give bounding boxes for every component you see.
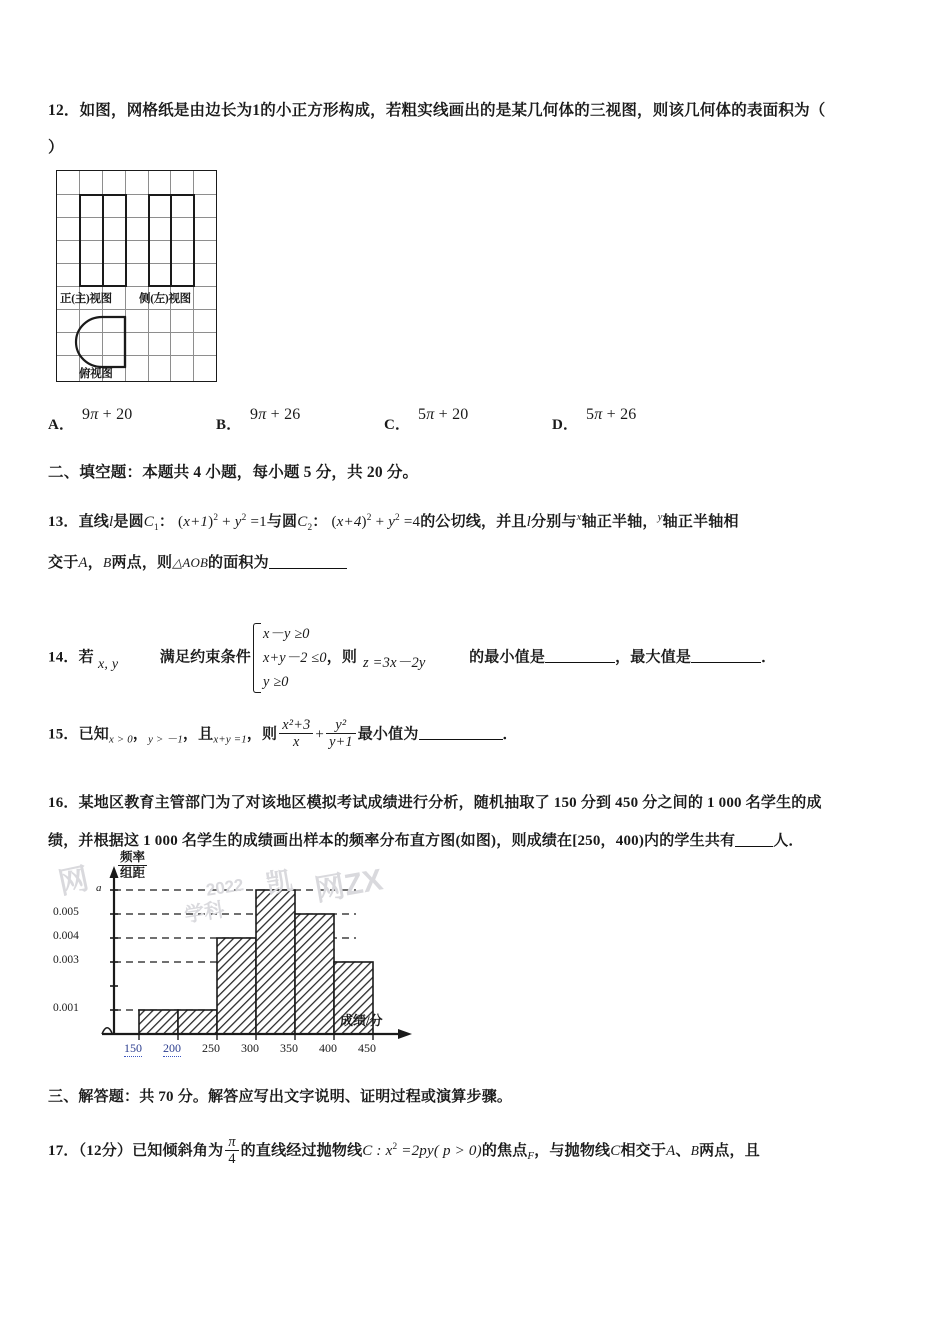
constraint-system <box>251 622 327 694</box>
circle-1-name: $C_1$ <box>143 514 159 533</box>
angle-fraction: $\frac{\pi}{4}$ <box>225 1134 238 1168</box>
option-d-key: D． <box>552 417 579 433</box>
option-c-key: C． <box>384 417 411 433</box>
ytick-label-0003: 0.003 <box>53 954 79 966</box>
question-12-text-cont <box>48 133 64 163</box>
answer-blank-13[interactable] <box>269 553 347 569</box>
answer-blank-15[interactable] <box>419 724 503 740</box>
point-b-17: B <box>690 1143 700 1158</box>
x-axis-label: 成绩/分 <box>340 1013 383 1028</box>
parabola-equation: C : $x^2 =2py$( p > 0) <box>362 1142 482 1159</box>
question-15: 15．已知$_{x > 0}$，$_{y > -1}$，且$_{x+y =1}$，则 $\frac{\text{x²+3}}{x}$ + $\frac{\text{y²}}{y+1}$ 最小值为 ． <box>48 717 518 751</box>
front-view-label: 正(主)视图 <box>60 293 112 305</box>
option-d-value: 5π + 26 <box>586 406 637 423</box>
option-a[interactable] <box>48 410 74 440</box>
watermark-3: 凯 <box>263 864 295 900</box>
answer-blank-16[interactable] <box>735 831 773 847</box>
question-17: 17．（12分）已知倾斜角为 $\frac{\pi}{4}$ 的直线经过抛物线C : $x^2 =2py$( p > 0)的焦点$_F$，与抛物线C相交于A、B两点，且 <box>48 1133 760 1168</box>
variables-xy: x, y <box>98 657 119 672</box>
triangle-aob: △AOB <box>172 556 209 570</box>
frequency-histogram <box>53 850 436 1057</box>
question-13-line2: 交于A，B两点，则△AOB的面积为 <box>48 548 347 578</box>
side-view-mid-edge <box>170 194 172 287</box>
y-axis-var: y <box>657 511 663 523</box>
xtick-label-450: 450 <box>358 1041 376 1055</box>
question-14-vars <box>98 650 118 680</box>
constraint-2: x+y－2 ≤0 <box>262 650 327 666</box>
option-a-value: 9π + 20 <box>82 406 133 423</box>
constraint-3: y ≥0 <box>262 674 289 690</box>
ytick-label-a: a <box>96 882 102 894</box>
side-view-label: 侧(左)视图 <box>139 293 191 305</box>
answer-blank-14-max[interactable] <box>691 647 761 663</box>
y-axis-label-denominator: 组距 <box>120 866 146 880</box>
line-l: l <box>109 514 114 530</box>
option-b-value: 9π + 26 <box>250 406 301 423</box>
focus-f: F <box>527 1150 535 1162</box>
y-axis-label <box>118 850 147 881</box>
question-12-options <box>48 400 748 436</box>
xtick-label-200: 200 <box>163 1041 181 1055</box>
question-17-score: （12分） <box>78 1143 133 1159</box>
ytick-label-0005: 0.005 <box>53 906 79 918</box>
ytick-label-0004: 0.004 <box>53 930 79 942</box>
xtick-label-300: 300 <box>241 1041 259 1055</box>
front-view-right-edge <box>125 194 127 287</box>
top-view-label: 俯视图 <box>79 368 113 380</box>
x-axis-var: x <box>576 511 582 523</box>
front-view-mid-edge <box>102 194 104 287</box>
grid-paper <box>56 170 217 382</box>
objective-function: z =3x－2y <box>363 655 426 671</box>
option-c[interactable] <box>384 410 410 440</box>
xtick-label-400: 400 <box>319 1041 337 1055</box>
ytick-label-0001: 0.001 <box>53 1002 79 1014</box>
section-2-heading: 二、填空题：本题共 4 小题，每小题 5 分，共 20 分。 <box>48 464 419 481</box>
watermark-1: 网 <box>55 862 92 901</box>
point-a-17: A <box>666 1143 676 1159</box>
condition-sum: x+y =1 <box>213 733 247 746</box>
question-13: 13．直线l是圆$C_1$： $(x+1)^2 + y^2 =1$与圆$C_2$： $(x+4)^2 + y^2 =4$的公切线，并且l分别与$^x$轴正半轴，$^y$轴正半轴相 <box>48 511 739 533</box>
question-17-number: 17． <box>48 1143 79 1159</box>
watermark-2: 网ZX <box>312 863 386 908</box>
question-14-objective <box>363 648 426 678</box>
question-16-number: 16． <box>48 795 79 811</box>
watermark-5: 2022 <box>204 875 246 900</box>
side-view-right-edge <box>193 194 195 287</box>
three-view-figure <box>56 170 217 382</box>
point-a: A <box>78 555 88 571</box>
question-14: 14．若 满足约束条件 x－y ≥0 x+y－2 ≤0 y ≥0 ，则 的最小值是 ，最大值是 ． <box>48 622 776 694</box>
question-12-close-paren: ） <box>48 139 64 156</box>
answer-blank-14-min[interactable] <box>545 647 615 663</box>
circle-2-equation: $(x+4)^2 + y^2 =4$ <box>331 513 421 530</box>
front-view-left-edge <box>79 194 81 287</box>
xtick-label-350: 350 <box>280 1041 298 1055</box>
condition-y-gt-neg1: y > －1 <box>148 733 183 746</box>
question-12-number: 12． <box>48 102 80 119</box>
question-16-line2: 绩，并根据这 1 000 名学生的成绩画出样本的频率分布直方图(如图)，则成绩在[250，400)内的学生共有 人． <box>48 833 804 849</box>
circle-1-equation: $(x+1)^2 + y^2 =1$ <box>178 513 267 530</box>
option-a-key: A． <box>48 417 75 433</box>
section-3-heading: 三、解答题：共 70 分。解答应写出文字说明、证明过程或演算步骤。 <box>48 1089 513 1105</box>
condition-x-positive: x > 0 <box>109 733 133 746</box>
curve-c: C <box>610 1143 621 1159</box>
point-b: B <box>102 555 112 570</box>
watermark-4: 学科 <box>182 898 226 927</box>
question-12-text <box>48 96 916 126</box>
question-16-line1: 16．某地区教育主管部门为了对该地区模拟考试成绩进行分析，随机抽取了 150 分到 450 分之间的 1 000 名学生的成 <box>48 795 822 811</box>
fraction-1: $\frac{\text{x²+3}}{x}$ <box>279 717 313 751</box>
constraint-1: x－y ≥0 <box>262 626 310 642</box>
circle-2-name: $C_2$ <box>297 514 313 533</box>
side-view-left-edge <box>148 194 150 287</box>
question-12-body: 如图，网格纸是由边长为1的小正方形构成，若粗实线画出的是某几何体的三视图，则该几何体的表面积为（ <box>79 102 826 119</box>
fraction-2: $\frac{\text{y²}}{y+1}$ <box>326 717 356 751</box>
option-c-value: 5π + 20 <box>418 406 469 423</box>
question-13-number: 13． <box>48 514 79 530</box>
question-15-number: 15． <box>48 726 79 743</box>
y-axis-label-numerator: 频率 <box>120 850 146 864</box>
question-14-number: 14． <box>48 649 79 666</box>
xtick-label-250: 250 <box>202 1041 220 1055</box>
option-b-key: B． <box>216 417 242 433</box>
option-d[interactable] <box>552 410 578 440</box>
xtick-label-150: 150 <box>124 1041 142 1055</box>
option-b[interactable] <box>216 410 241 440</box>
